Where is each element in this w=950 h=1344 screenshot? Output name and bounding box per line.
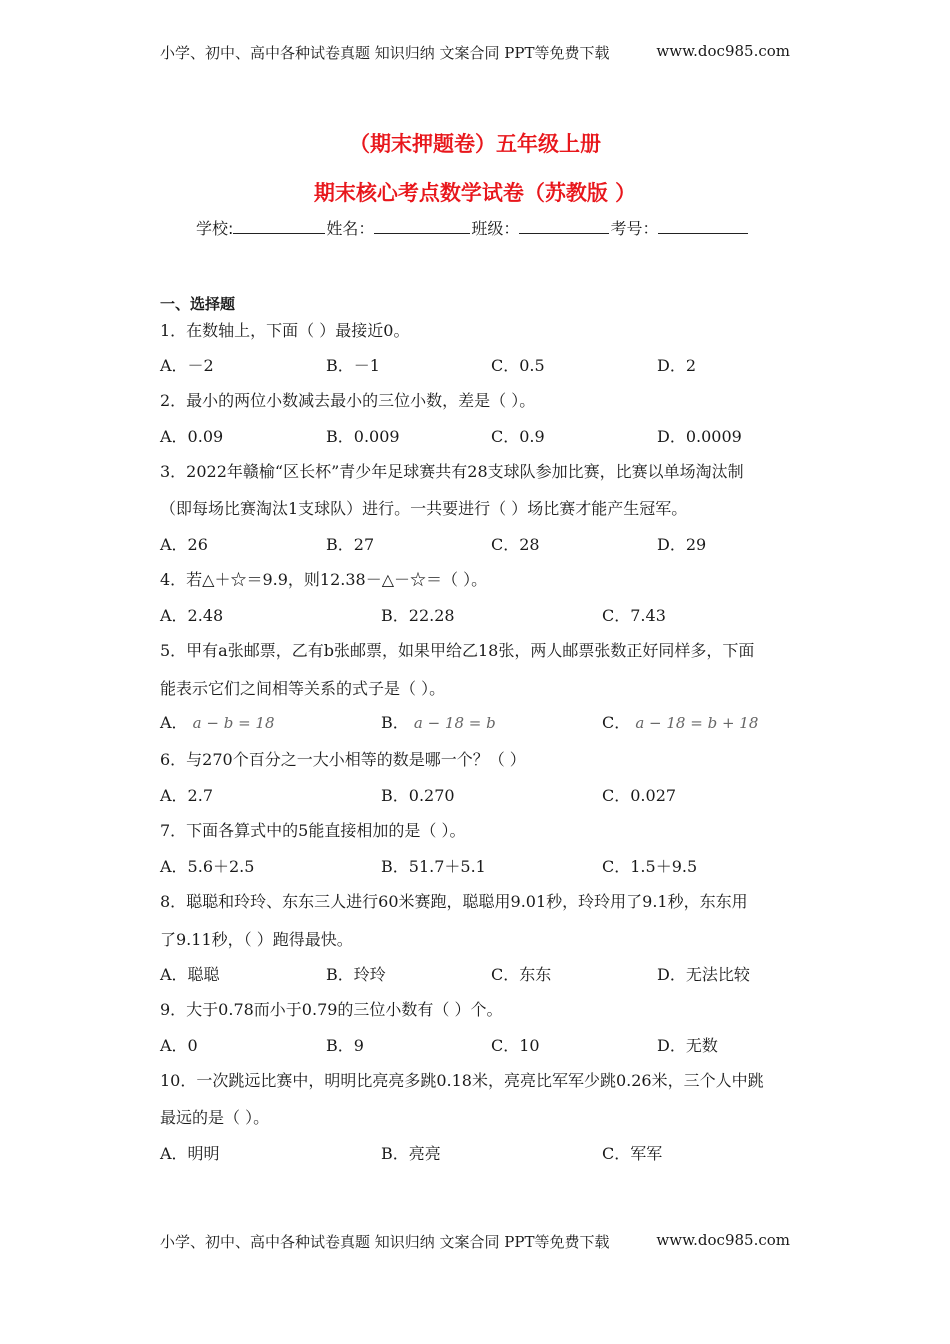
q7-option-c[interactable]: C．1.5＋9.5 xyxy=(602,857,698,876)
number-blank[interactable] xyxy=(658,219,748,234)
section-heading: 一、选择题 xyxy=(160,295,236,313)
student-info xyxy=(196,216,749,239)
q10-option-a[interactable]: A．明明 xyxy=(160,1144,220,1163)
question-3-line-1: 3．2022年赣榆“区长杯”青少年足球赛共有28支球队参加比赛，比赛以单场淘汰制 xyxy=(160,462,744,481)
q4-option-c[interactable]: C．7.43 xyxy=(602,606,666,625)
question-5-line-1: 5．甲有a张邮票，乙有b张邮票，如果甲给乙18张，两人邮票张数正好同样多，下面 xyxy=(160,641,755,660)
q2-option-c[interactable]: C．0.9 xyxy=(491,427,545,446)
question-1: 1．在数轴上，下面（ ）最接近0。 xyxy=(160,321,410,340)
number-label: 考号： xyxy=(610,219,659,238)
q3-option-b[interactable]: B．27 xyxy=(326,535,375,554)
title-line-1: （期末押题卷）五年级上册 xyxy=(349,132,601,156)
q2-option-a[interactable]: A．0.09 xyxy=(160,427,224,446)
q9-option-a[interactable]: A．0 xyxy=(160,1036,198,1055)
q1-option-d[interactable]: D．2 xyxy=(657,356,697,375)
name-label: 姓名： xyxy=(326,219,375,238)
question-10-line-2: 最远的是（ ）。 xyxy=(160,1108,270,1127)
q9-option-d[interactable]: D．无数 xyxy=(657,1036,718,1055)
name-blank[interactable] xyxy=(374,219,470,234)
question-5-line-2: 能表示它们之间相等关系的式子是（ ）。 xyxy=(160,679,446,698)
header-text: 小学、初中、高中各种试卷真题 知识归纳 文案合同 PPT等免费下载 xyxy=(160,44,610,62)
q8-option-d[interactable]: D．无法比较 xyxy=(657,965,750,984)
q5-option-a-label: A． xyxy=(160,713,188,732)
question-8-line-2: 了9.11秒，（ ）跑得最快。 xyxy=(160,930,353,949)
q8-option-a[interactable]: A．聪聪 xyxy=(160,965,220,984)
q5-option-c-label: C． xyxy=(602,713,631,732)
q9-option-c[interactable]: C．10 xyxy=(491,1036,540,1055)
footer-text: 小学、初中、高中各种试卷真题 知识归纳 文案合同 PPT等免费下载 xyxy=(160,1233,610,1251)
q1-option-b[interactable]: B．－1 xyxy=(326,356,380,375)
q4-option-a[interactable]: A．2.48 xyxy=(160,606,224,625)
q9-option-b[interactable]: B．9 xyxy=(326,1036,364,1055)
q5-option-b-formula: a − 18 = b xyxy=(413,714,496,732)
page-footer xyxy=(160,1231,790,1252)
q5-option-a-formula: a − b = 18 xyxy=(192,714,275,732)
q1-option-c[interactable]: C．0.5 xyxy=(491,356,545,375)
q5-option-c-formula: a − 18 = b + 18 xyxy=(635,714,759,732)
title-line-2: 期末核心考点数学试卷（苏教版 ） xyxy=(313,181,637,205)
q7-option-b[interactable]: B．51.7＋5.1 xyxy=(381,857,486,876)
q5-option-b[interactable] xyxy=(381,710,496,733)
q5-option-b-label: B． xyxy=(381,713,409,732)
q4-option-b[interactable]: B．22.28 xyxy=(381,606,455,625)
q1-option-a[interactable]: A．－2 xyxy=(160,356,214,375)
header-url: www.doc985.com xyxy=(656,42,790,60)
question-2: 2．最小的两位小数减去最小的三位小数，差是（ ）。 xyxy=(160,391,536,410)
question-3-line-2: （即每场比赛淘汰1支球队）进行。一共要进行（ ）场比赛才能产生冠军。 xyxy=(160,499,688,518)
footer-url: www.doc985.com xyxy=(656,1231,790,1249)
q3-option-d[interactable]: D．29 xyxy=(657,535,707,554)
class-blank[interactable] xyxy=(519,219,609,234)
q10-option-b[interactable]: B．亮亮 xyxy=(381,1144,441,1163)
q5-option-c[interactable] xyxy=(602,710,758,733)
q6-option-b[interactable]: B．0.270 xyxy=(381,786,455,805)
question-8-line-1: 8．聪聪和玲玲、东东三人进行60米赛跑，聪聪用9.01秒，玲玲用了9.1秒，东东用 xyxy=(160,892,748,911)
q2-option-d[interactable]: D．0.0009 xyxy=(657,427,742,446)
question-9: 9．大于0.78而小于0.79的三位小数有（ ）个。 xyxy=(160,1000,503,1019)
question-7: 7．下面各算式中的5能直接相加的是（ ）。 xyxy=(160,821,466,840)
q6-option-c[interactable]: C．0.027 xyxy=(602,786,677,805)
q7-option-a[interactable]: A．5.6＋2.5 xyxy=(160,857,255,876)
q6-option-a[interactable]: A．2.7 xyxy=(160,786,214,805)
q8-option-b[interactable]: B．玲玲 xyxy=(326,965,386,984)
question-10-line-1: 10．一次跳远比赛中，明明比亮亮多跳0.18米，亮亮比军军少跳0.26米，三个人中跳 xyxy=(160,1071,764,1090)
q3-option-c[interactable]: C．28 xyxy=(491,535,540,554)
q8-option-c[interactable]: C．东东 xyxy=(491,965,552,984)
q5-option-a[interactable] xyxy=(160,710,275,733)
q10-option-c[interactable]: C．军军 xyxy=(602,1144,663,1163)
page-header xyxy=(160,42,790,63)
school-blank[interactable] xyxy=(233,219,325,234)
class-label: 班级： xyxy=(471,219,520,238)
q2-option-b[interactable]: B．0.009 xyxy=(326,427,400,446)
question-4: 4．若△＋☆＝9.9，则12.38－△－☆＝（ ）。 xyxy=(160,570,488,589)
q3-option-a[interactable]: A．26 xyxy=(160,535,208,554)
school-label: 学校: xyxy=(196,219,234,238)
question-6: 6．与270个百分之一大小相等的数是哪一个？（ ） xyxy=(160,750,526,769)
